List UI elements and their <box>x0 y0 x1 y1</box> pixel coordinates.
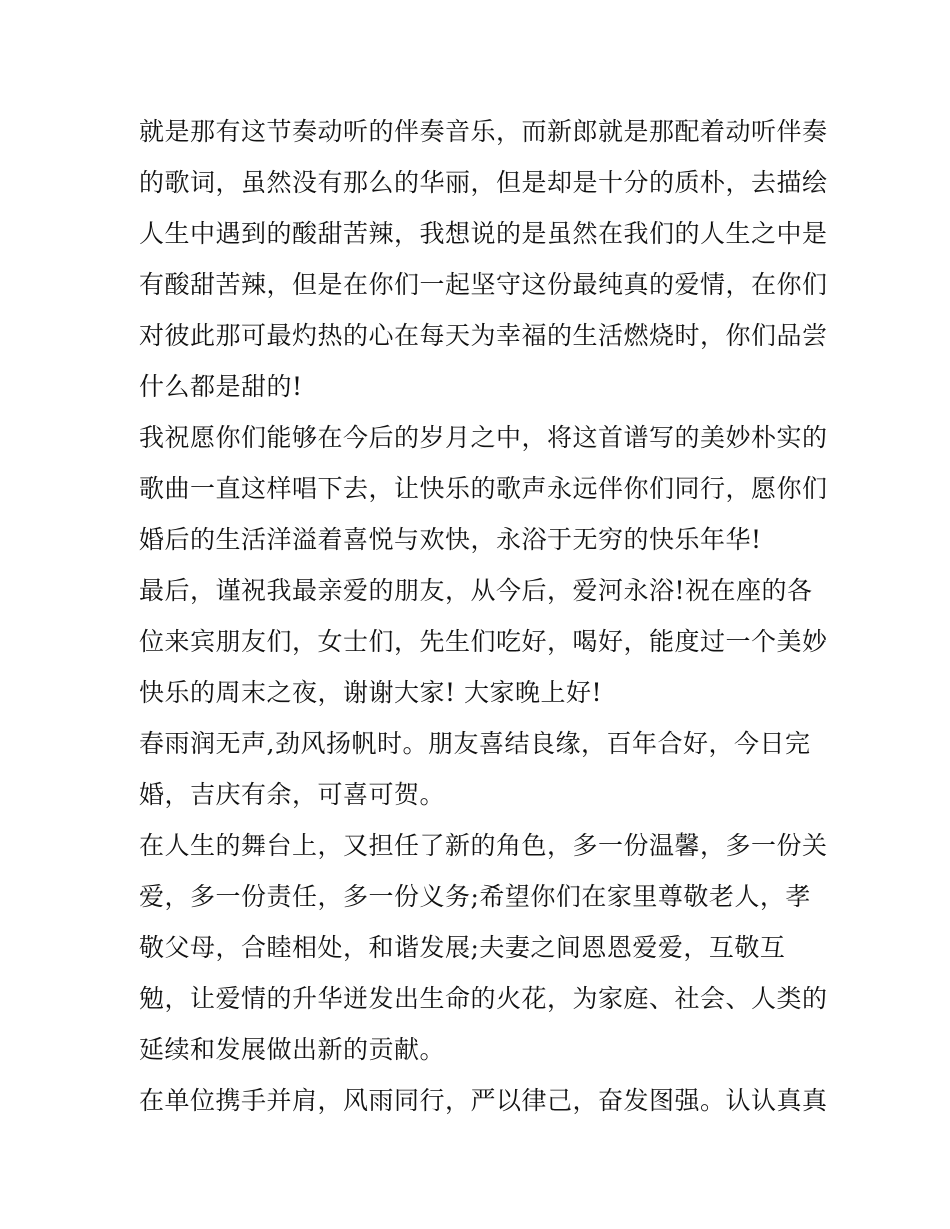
text-line: 人生中遇到的酸甜苦辣，我想说的是虽然在我们的人生之中是 <box>139 219 828 248</box>
text-line: 对彼此那可最灼热的心在每天为幸福的生活燃烧时，你们品尝 <box>139 321 828 350</box>
text-line: 敬父母，合睦相处，和谐发展;夫妻之间恩恩爱爱，互敬互 <box>139 933 786 962</box>
text-line: 的歌词，虽然没有那么的华丽，但是却是十分的质朴，去描绘 <box>139 168 828 197</box>
text-line: 歌曲一直这样唱下去，让快乐的歌声永远伴你们同行，愿你们 <box>139 474 828 503</box>
text-line: 爱，多一份责任，多一份义务;希望你们在家里尊敬老人，孝 <box>139 882 811 911</box>
text-line: 就是那有这节奏动听的伴奏音乐，而新郎就是那配着动听伴奏 <box>139 117 828 146</box>
text-line: 在单位携手并肩，风雨同行，严以律己，奋发图强。认认真真 <box>139 1086 828 1115</box>
text-line: 有酸甜苦辣，但是在你们一起坚守这份最纯真的爱情，在你们 <box>139 270 828 299</box>
text-line: 春雨润无声,劲风扬帆时。朋友喜结良缘，百年合好，今日完 <box>139 729 811 758</box>
text-line: 什么都是甜的! <box>139 372 303 401</box>
text-line: 位来宾朋友们，女士们，先生们吃好，喝好，能度过一个美妙 <box>139 627 828 656</box>
document-body <box>139 106 828 1126</box>
text-line: 最后，谨祝我最亲爱的朋友，从今后，爱河永浴!祝在座的各 <box>139 576 813 605</box>
text-line: 我祝愿你们能够在今后的岁月之中，将这首谱写的美妙朴实的 <box>139 423 828 452</box>
text-line: 快乐的周末之夜，谢谢大家! 大家晚上好! <box>139 678 603 707</box>
text-line: 在人生的舞台上，又担任了新的角色，多一份温馨，多一份关 <box>139 831 828 860</box>
text-line: 婚，吉庆有余，可喜可贺。 <box>139 780 446 809</box>
text-line: 勉，让爱情的升华迸发出生命的火花，为家庭、社会、人类的 <box>139 984 828 1013</box>
text-line: 延续和发展做出新的贡献。 <box>139 1035 446 1064</box>
text-line: 婚后的生活洋溢着喜悦与欢快，永浴于无穷的快乐年华! <box>139 525 762 554</box>
